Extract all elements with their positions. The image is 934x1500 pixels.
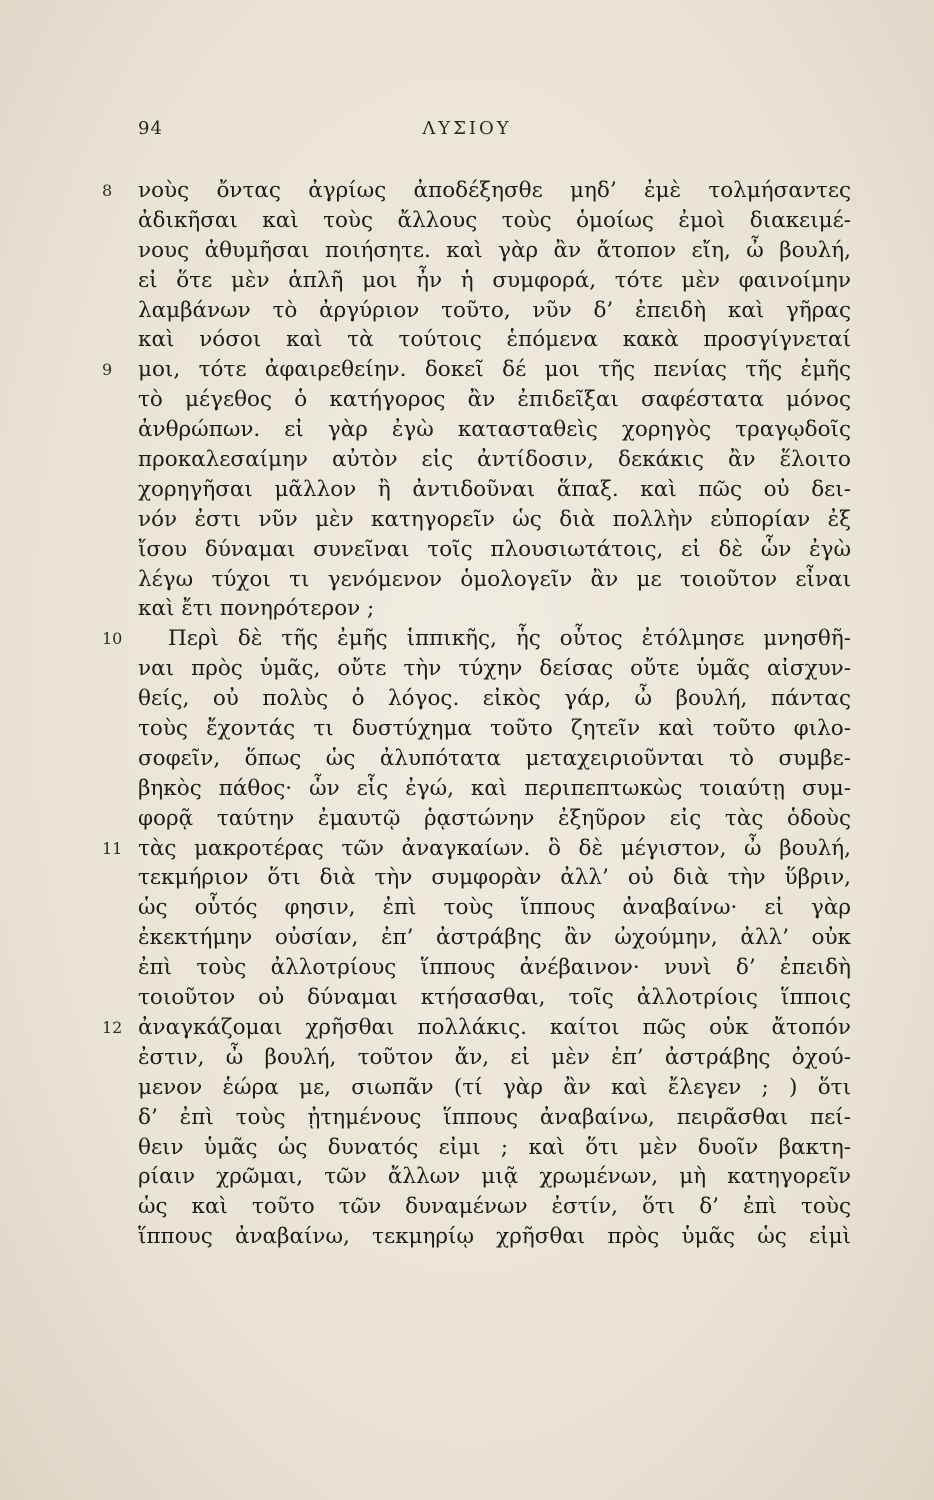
line-text: ἀνθρώπων. εἰ γὰρ ἐγὼ κατασταθεὶς χορηγὸς τραγῳδοῖς	[138, 417, 851, 443]
text-line	[138, 535, 851, 565]
text-line	[138, 236, 851, 266]
text-line	[102, 176, 851, 206]
text-line	[138, 385, 851, 415]
text-line	[138, 505, 851, 535]
line-text: λέγω τύχοι τι γενόμενον ὁμολογεῖν ἂν με τοιοῦτον εἶναι	[138, 566, 851, 592]
line-text: ἵππους ἀναβαίνω, τεκμηρίῳ χρῆσθαι πρὸς ὑμᾶς ὡς εἰμὶ	[138, 1224, 851, 1250]
line-text: εἰ ὅτε μὲν ἁπλῆ μοι ἦν ἡ συμφορά, τότε μὲν φαινοίμην	[138, 267, 851, 293]
line-text: λαμβάνων τὸ ἀργύριον τοῦτο, νῦν δ’ ἐπειδὴ καὶ γῆρας	[138, 297, 851, 323]
section-number: 9	[102, 360, 113, 380]
line-text: τὰς μακροτέρας τῶν ἀναγκαίων. ὃ δὲ μέγιστον, ὦ βουλή,	[138, 835, 851, 861]
text-line	[138, 445, 851, 475]
line-text: ναι πρὸς ὑμᾶς, οὔτε τὴν τύχην δείσας οὔτε ὑμᾶς αἰσχυν-	[138, 656, 851, 682]
line-text: βηκὸς πάθος· ὧν εἷς ἐγώ, καὶ περιπεπτωκὼς τοιαύτῃ συμ-	[138, 775, 851, 801]
line-text: δ’ ἐπὶ τοὺς ᾐτημένους ἵππους ἀναβαίνω, πειρᾶσθαι πεί-	[138, 1104, 851, 1130]
text-line	[138, 325, 851, 355]
line-text: τὸ μέγεθος ὁ κατήγορος ἂν ἐπιδεῖξαι σαφέστατα μόνος	[138, 387, 851, 413]
line-text: μοι, τότε ἀφαιρεθείην. δοκεῖ δέ μοι τῆς πενίας τῆς ἐμῆς	[138, 357, 851, 383]
line-text: ἴσου δύναμαι συνεῖναι τοῖς πλουσιωτάτοις, εἰ δὲ ὧν ἐγὼ	[138, 536, 851, 562]
line-text: νους ἀθυμῆσαι ποιήσητε. καὶ γὰρ ἂν ἄτοπον εἴη, ὦ βουλή,	[138, 237, 851, 263]
line-text: τοιοῦτον οὐ δύναμαι κτήσασθαι, τοῖς ἀλλοτρίοις ἵπποις	[138, 985, 851, 1011]
body-text	[102, 176, 851, 1252]
line-text: μενον ἑώρα με, σιωπᾶν (τί γὰρ ἂν καὶ ἔλεγεν ; ) ὅτι	[138, 1074, 851, 1100]
section-number: 11	[102, 838, 123, 858]
text-line	[138, 206, 851, 236]
line-text: σοφεῖν, ὅπως ὡς ἀλυπότατα μεταχειριοῦνται τὸ συμβε-	[138, 745, 851, 771]
line-text: προκαλεσαίμην αὐτὸν εἰς ἀντίδοσιν, δεκάκις ἂν ἕλοιτο	[138, 447, 851, 473]
text-line	[138, 1133, 851, 1163]
text-line	[138, 714, 851, 744]
text-line	[138, 1162, 851, 1192]
text-line	[138, 893, 851, 923]
text-line	[102, 834, 851, 864]
text-line	[138, 266, 851, 296]
text-line	[138, 953, 851, 983]
text-line	[138, 415, 851, 445]
text-line	[138, 744, 851, 774]
text-line	[138, 863, 851, 893]
running-title: ΛΥΣΙΟΥ	[422, 118, 512, 139]
text-line	[138, 1073, 851, 1103]
text-line	[138, 654, 851, 684]
line-text: ἐπὶ τοὺς ἀλλοτρίους ἵππους ἀνέβαινον· νυνὶ δ’ ἐπειδὴ	[138, 955, 851, 981]
line-text: ὡς οὗτός φησιν, ἐπὶ τοὺς ἵππους ἀναβαίνω· εἰ γὰρ	[138, 895, 851, 921]
text-line	[138, 804, 851, 834]
text-line	[138, 923, 851, 953]
text-line	[102, 624, 851, 654]
line-text: ἀναγκάζομαι χρῆσθαι πολλάκις. καίτοι πῶς οὐκ ἄτοπόν	[138, 1014, 851, 1040]
section-number: 10	[102, 629, 123, 649]
line-text: καὶ ἔτι πονηρότερον ;	[138, 596, 375, 622]
line-text: τοὺς ἔχοντάς τι δυστύχημα τοῦτο ζητεῖν καὶ τοῦτο φιλο-	[138, 716, 851, 742]
text-line	[138, 1103, 851, 1133]
text-line	[138, 1222, 851, 1252]
line-text: ἀδικῆσαι καὶ τοὺς ἄλλους τοὺς ὁμοίως ἐμοὶ διακειμέ-	[138, 207, 851, 233]
text-line	[138, 684, 851, 714]
section-number: 12	[102, 1017, 123, 1037]
text-line	[102, 355, 851, 385]
line-text: νοὺς ὄντας ἀγρίως ἀποδέξησθε μηδ’ ἐμὲ τολμήσαντες	[138, 178, 851, 203]
line-text: θείς, οὐ πολὺς ὁ λόγος. εἰκὸς γάρ, ὦ βουλή, πάντας	[138, 686, 851, 712]
text-line	[138, 296, 851, 326]
page-number: 94	[138, 118, 163, 139]
text-line	[138, 594, 851, 624]
line-text: ἐστιν, ὦ βουλή, τοῦτον ἄν, εἰ μὲν ἐπ’ ἀστράβης ὀχού-	[138, 1044, 851, 1070]
text-line	[138, 774, 851, 804]
line-text: χορηγῆσαι μᾶλλον ἢ ἀντιδοῦναι ἅπαξ. καὶ πῶς οὐ δει-	[138, 476, 851, 502]
text-line	[138, 475, 851, 505]
line-text: τεκμήριον ὅτι διὰ τὴν συμφορὰν ἀλλ’ οὐ διὰ τὴν ὕβριν,	[138, 865, 851, 891]
section-number: 8	[102, 181, 113, 200]
line-text: ὡς καὶ τοῦτο τῶν δυναμένων ἐστίν, ὅτι δ’ ἐπὶ τοὺς	[138, 1194, 851, 1220]
page-header	[0, 118, 934, 148]
line-text: θειν ὑμᾶς ὡς δυνατός εἰμι ; καὶ ὅτι μὲν δυοῖν βακτη-	[138, 1134, 851, 1160]
text-line	[102, 1013, 851, 1043]
line-text: φορᾷ ταύτην ἐμαυτῷ ῥᾳστώνην ἐξηῦρον εἰς τὰς ὁδοὺς	[138, 805, 851, 831]
text-line	[138, 1192, 851, 1222]
text-line	[138, 1043, 851, 1073]
line-text: νόν ἐστι νῦν μὲν κατηγορεῖν ὡς διὰ πολλὴν εὐπορίαν ἐξ	[138, 506, 851, 532]
text-line	[138, 983, 851, 1013]
line-text: ρίαιν χρῶμαι, τῶν ἄλλων μιᾷ χρωμένων, μὴ κατηγορεῖν	[138, 1164, 851, 1190]
line-text: Περὶ δὲ τῆς ἐμῆς ἱππικῆς, ἧς οὗτος ἐτόλμησε μνησθῆ-	[168, 626, 851, 652]
text-line	[138, 565, 851, 595]
line-text: καὶ νόσοι καὶ τὰ τούτοις ἑπόμενα κακὰ προσγίγνεταί	[138, 327, 851, 353]
line-text: ἐκεκτήμην οὐσίαν, ἐπ’ ἀστράβης ἂν ὠχούμην, ἀλλ’ οὐκ	[138, 925, 851, 951]
